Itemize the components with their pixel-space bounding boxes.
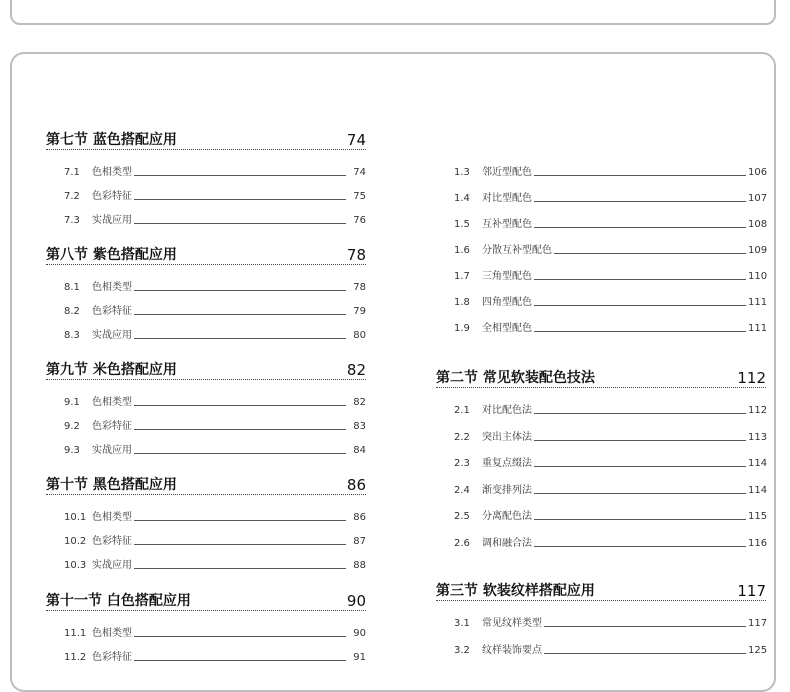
section-heading (46, 242, 366, 265)
entry-title: 对比型配色 (482, 193, 532, 204)
entry-page: 109 (748, 245, 768, 256)
entry-number: 2.2 (454, 431, 470, 443)
toc-entry (46, 164, 366, 178)
entry-title: 分散互补型配色 (482, 245, 552, 256)
toc-entry (46, 188, 366, 202)
toc-entry (46, 533, 366, 547)
entry-title: 四角型配色 (482, 297, 532, 308)
toc-entry (436, 482, 766, 496)
entry-number: 7.2 (64, 191, 80, 202)
entry-page: 115 (748, 511, 768, 522)
toc-entry (436, 508, 766, 522)
toc-entry (46, 279, 366, 293)
entry-number: 1.7 (454, 271, 470, 282)
toc-entry (46, 557, 366, 571)
section-heading (436, 365, 766, 388)
entry-title: 常见纹样类型 (482, 618, 542, 629)
entry-leader-line (544, 626, 746, 627)
entry-page: 78 (353, 282, 366, 293)
entry-number: 1.8 (454, 297, 470, 308)
entry-number: 7.1 (64, 167, 80, 178)
entry-page: 125 (748, 644, 768, 656)
entry-leader-line (534, 175, 746, 176)
entry-number: 10.2 (64, 536, 87, 547)
toc-entry (436, 455, 766, 469)
toc-entry (46, 212, 366, 226)
entry-number: 2.6 (454, 537, 470, 549)
section-title: 第九节 米色搭配应用 (46, 362, 177, 378)
entry-title: 色彩特征 (92, 191, 132, 202)
entry-leader-line (534, 279, 746, 280)
toc-panel (10, 52, 776, 692)
section-title: 第三节 软装纹样搭配应用 (436, 583, 595, 599)
section-page: 90 (346, 592, 366, 610)
entry-title: 实战应用 (92, 445, 132, 456)
entry-leader-line (134, 429, 346, 430)
entry-leader-line (534, 413, 746, 414)
entry-title: 对比配色法 (482, 405, 532, 416)
toc-entry (436, 294, 766, 308)
section-title: 第十节 黑色搭配应用 (46, 477, 177, 493)
entry-number: 9.3 (64, 445, 80, 456)
entry-number: 1.9 (454, 323, 470, 334)
entry-title: 实战应用 (92, 560, 132, 571)
entry-leader-line (534, 440, 746, 441)
entry-title: 渐变排列法 (482, 484, 532, 496)
entry-number: 2.5 (454, 511, 470, 522)
entry-page: 107 (748, 193, 768, 204)
entry-title: 色彩特征 (92, 306, 132, 317)
entry-leader-line (544, 653, 746, 654)
entry-page: 80 (353, 330, 366, 341)
toc-entry (436, 402, 766, 416)
entry-page: 110 (748, 271, 768, 282)
entry-page: 87 (353, 536, 366, 547)
entry-page: 108 (748, 219, 768, 230)
entry-page: 114 (748, 484, 768, 496)
entry-number: 10.1 (64, 512, 87, 523)
entry-page: 111 (748, 323, 768, 334)
entry-number: 1.3 (454, 167, 470, 178)
entry-title: 色彩特征 (92, 421, 132, 432)
entry-title: 色相类型 (92, 282, 132, 293)
entry-page: 76 (353, 215, 366, 226)
toc-entry (46, 418, 366, 432)
entry-leader-line (534, 519, 746, 520)
entry-title: 色彩特征 (92, 536, 132, 547)
entry-leader-line (134, 568, 346, 569)
entry-number: 9.1 (64, 397, 80, 408)
toc-entry (436, 268, 766, 282)
entry-number: 1.6 (454, 245, 470, 256)
entry-title: 邻近型配色 (482, 167, 532, 178)
entry-page: 88 (353, 560, 366, 571)
entry-leader-line (134, 338, 346, 339)
toc-entry (436, 642, 766, 656)
top-panel-frame (10, 0, 776, 25)
entry-leader-line (134, 199, 346, 200)
toc-entry (46, 327, 366, 341)
toc-entry (436, 216, 766, 230)
entry-leader-line (554, 253, 746, 254)
entry-leader-line (134, 453, 346, 454)
entry-title: 互补型配色 (482, 219, 532, 230)
entry-number: 1.5 (454, 219, 470, 230)
entry-number: 8.2 (64, 306, 80, 317)
section-page: 78 (346, 246, 366, 264)
entry-title: 色相类型 (92, 397, 132, 408)
toc-entry (436, 242, 766, 256)
entry-leader-line (534, 466, 746, 467)
entry-title: 色相类型 (92, 512, 132, 523)
entry-number: 11.1 (64, 628, 87, 639)
entry-page: 84 (353, 445, 366, 456)
entry-title: 调和融合法 (482, 537, 532, 549)
section-title: 第十一节 白色搭配应用 (46, 593, 191, 609)
entry-page: 79 (353, 306, 366, 317)
section-page: 117 (737, 582, 766, 600)
entry-page: 74 (353, 167, 366, 178)
toc-entry (46, 625, 366, 639)
entry-page: 111 (748, 297, 768, 308)
entry-leader-line (134, 405, 346, 406)
entry-leader-line (134, 660, 346, 661)
section-title: 第七节 蓝色搭配应用 (46, 132, 177, 148)
entry-page: 90 (353, 628, 366, 639)
toc-entry (46, 394, 366, 408)
section-page: 82 (346, 361, 366, 379)
entry-page: 83 (353, 421, 366, 432)
entry-leader-line (134, 314, 346, 315)
section-page: 86 (346, 476, 366, 494)
entry-page: 82 (353, 397, 366, 408)
entry-leader-line (134, 290, 346, 291)
entry-page: 91 (353, 652, 366, 663)
entry-page: 112 (748, 405, 768, 416)
entry-page: 114 (748, 458, 768, 469)
entry-title: 纹样装饰要点 (482, 644, 542, 656)
entry-number: 2.1 (454, 405, 470, 416)
entry-title: 色彩特征 (92, 652, 132, 663)
entry-leader-line (134, 544, 346, 545)
section-page: 112 (737, 369, 766, 387)
entry-title: 分离配色法 (482, 511, 532, 522)
toc-entry (436, 429, 766, 443)
toc-entry (436, 320, 766, 334)
section-heading (46, 357, 366, 380)
entry-title: 色相类型 (92, 628, 132, 639)
entry-number: 2.3 (454, 458, 470, 469)
entry-title: 重复点缀法 (482, 458, 532, 469)
toc-entry (436, 164, 766, 178)
entry-number: 8.1 (64, 282, 80, 293)
entry-number: 2.4 (454, 484, 470, 496)
toc-entry (46, 303, 366, 317)
entry-title: 全相型配色 (482, 323, 532, 334)
entry-leader-line (534, 546, 746, 547)
section-heading (46, 472, 366, 495)
entry-page: 86 (353, 512, 366, 523)
entry-leader-line (134, 175, 346, 176)
section-heading (436, 578, 766, 601)
entry-number: 7.3 (64, 215, 80, 226)
toc-entry (46, 509, 366, 523)
entry-page: 116 (748, 537, 768, 549)
entry-leader-line (134, 636, 346, 637)
section-heading (46, 588, 366, 611)
entry-number: 11.2 (64, 652, 87, 663)
entry-title: 实战应用 (92, 330, 132, 341)
entry-leader-line (534, 227, 746, 228)
entry-number: 3.1 (454, 618, 470, 629)
entry-title: 突出主体法 (482, 431, 532, 443)
entry-number: 1.4 (454, 193, 470, 204)
toc-entry (46, 442, 366, 456)
entry-leader-line (534, 493, 746, 494)
entry-page: 75 (353, 191, 366, 202)
entry-leader-line (534, 305, 746, 306)
entry-title: 实战应用 (92, 215, 132, 226)
entry-title: 三角型配色 (482, 271, 532, 282)
entry-page: 117 (748, 618, 768, 629)
entry-number: 9.2 (64, 421, 80, 432)
toc-entry (46, 649, 366, 663)
entry-page: 106 (748, 167, 768, 178)
entry-number: 10.3 (64, 560, 87, 571)
entry-leader-line (534, 201, 746, 202)
section-heading (46, 127, 366, 150)
entry-leader-line (134, 520, 346, 521)
section-title: 第八节 紫色搭配应用 (46, 247, 177, 263)
section-title: 第二节 常见软装配色技法 (436, 370, 595, 386)
toc-entry (436, 535, 766, 549)
entry-leader-line (134, 223, 346, 224)
entry-title: 色相类型 (92, 167, 132, 178)
entry-leader-line (534, 331, 746, 332)
toc-entry (436, 615, 766, 629)
section-page: 74 (346, 131, 366, 149)
toc-entry (436, 190, 766, 204)
entry-number: 3.2 (454, 644, 470, 656)
entry-page: 113 (748, 431, 768, 443)
entry-number: 8.3 (64, 330, 80, 341)
